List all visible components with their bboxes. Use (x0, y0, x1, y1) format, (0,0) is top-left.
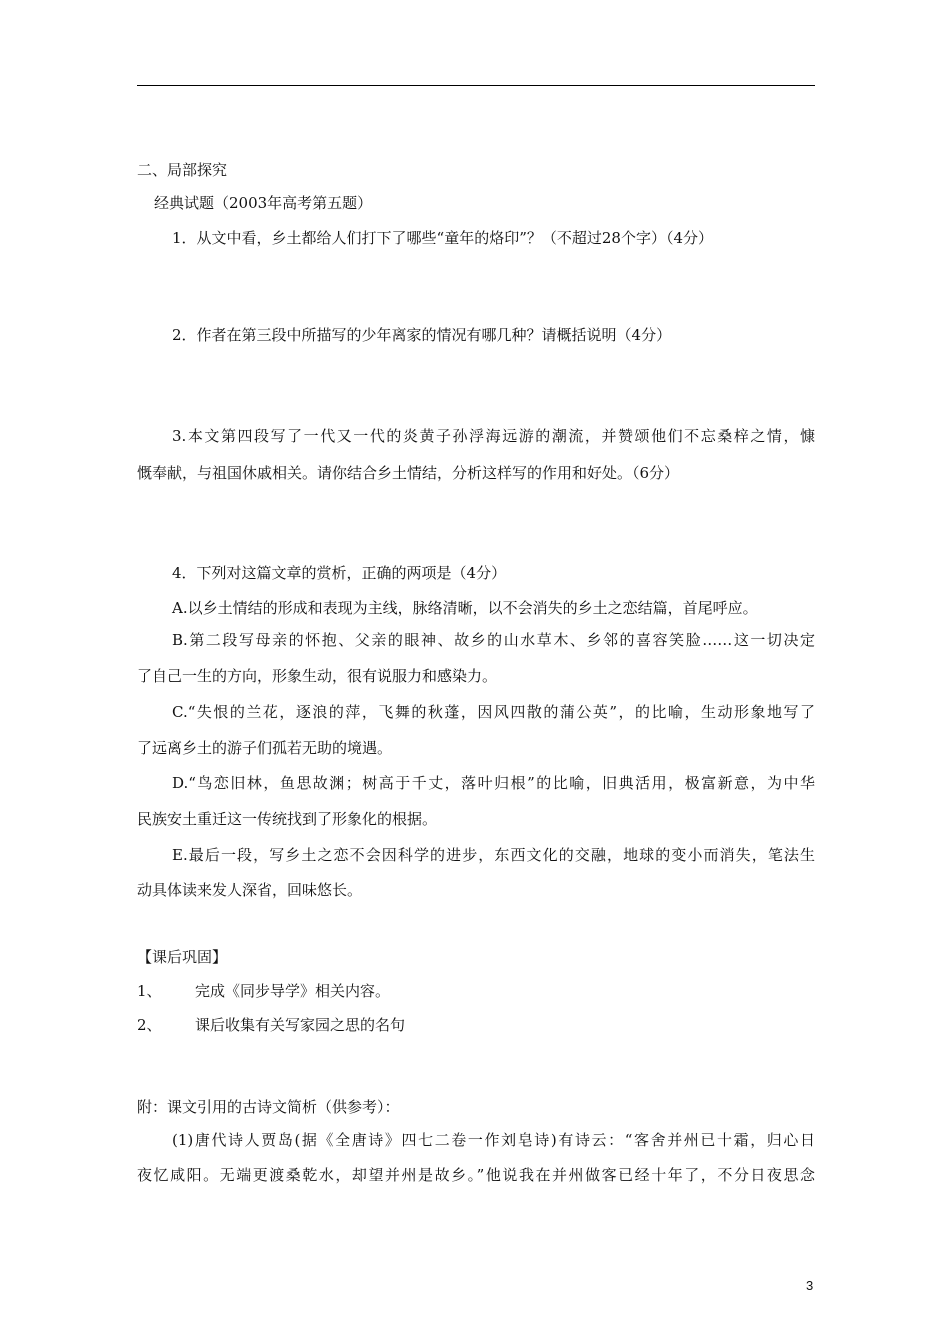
section-heading: 二、局部探究 (137, 161, 228, 179)
option-b-line-2: 了自己一生的方向，形象生动，很有说服力和感染力。 (137, 667, 498, 685)
option-c-line-2: 了远离乡土的游子们孤若无助的境遇。 (137, 739, 393, 757)
question-3-line-2: 慨奉献，与祖国休戚相关。请你结合乡土情结，分析这样写的作用和好处。（6分） (137, 464, 680, 482)
question-2: 2．作者在第三段中所描写的少年离家的情况有哪几种？请概括说明（4分） (172, 326, 672, 344)
option-d-line-2: 民族安土重迁这一传统找到了形象化的根据。 (137, 810, 438, 828)
header-rule (137, 85, 815, 86)
appendix-paragraph-line-1: (1)唐代诗人贾岛(据《全唐诗》四七二卷一作刘皂诗)有诗云：“客舍并州已十霜，归心日 (172, 1131, 815, 1149)
option-e-line-2: 动具体读来发人深省，回味悠长。 (137, 881, 363, 899)
appendix-heading: 附：课文引用的古诗文简析（供参考）： (137, 1098, 400, 1116)
consolidation-item-1-number: 1、 (137, 982, 162, 1000)
option-e-line-1: E.最后一段，写乡土之恋不会因科学的进步，东西文化的交融，地球的变小而消失，笔法生 (172, 846, 815, 864)
consolidation-item-2-text: 课后收集有关写家园之思的名句 (195, 1016, 406, 1034)
exam-title: 经典试题（2003年高考第五题） (154, 194, 373, 212)
question-3-line-1: 3.本文第四段写了一代又一代的炎黄子孙浮海远游的潮流，并赞颂他们不忘桑梓之情，慷 (172, 427, 815, 445)
appendix-paragraph-line-2: 夜忆咸阳。无端更渡桑乾水，却望并州是故乡。”他说我在并州做客已经十年了，不分日夜思念 (137, 1166, 815, 1184)
question-1: 1．从文中看，乡土都给人们打下了哪些“童年的烙印”？（不超过28个字）（4分） (172, 229, 714, 247)
page-number: 3 (806, 1278, 814, 1293)
option-c-line-1: C.“失恨的兰花，逐浪的萍，飞舞的秋蓬，因风四散的蒲公英”，的比喻，生动形象地写了 (172, 703, 815, 721)
option-b-line-1: B.第二段写母亲的怀抱、父亲的眼神、故乡的山水草木、乡邻的喜容笑脸……这一切决定 (172, 631, 815, 649)
option-d-line-1: D.“鸟恋旧林，鱼思故渊；树高于千丈，落叶归根”的比喻，旧典活用，极富新意，为中华 (172, 774, 815, 792)
consolidation-heading: 【课后巩固】 (137, 948, 228, 966)
consolidation-item-2-number: 2、 (137, 1016, 162, 1034)
option-a: A.以乡土情结的形成和表现为主线，脉络清晰，以不会消失的乡土之恋结篇，首尾呼应。 (172, 599, 758, 617)
consolidation-item-1-text: 完成《同步导学》相关内容。 (195, 982, 391, 1000)
question-4: 4．下列对这篇文章的赏析，正确的两项是（4分） (172, 564, 507, 582)
